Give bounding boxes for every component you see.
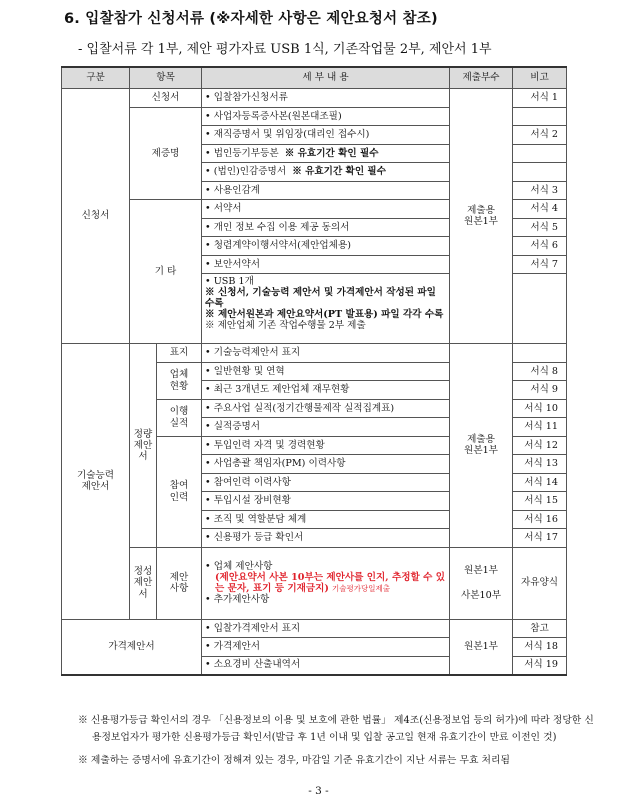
row-text: • 투입시설 장비현황 <box>202 492 450 511</box>
table-row <box>62 89 567 108</box>
usb-note: ※ 제안서원본과 제안요약서(PT 발표용) 파일 각각 수록 <box>205 309 444 321</box>
row-text: • 개인 정보 수집 이용 제공 동의서 <box>202 218 450 237</box>
item-company-status: 업체 현황 <box>157 362 202 399</box>
count-application: 제출용 원본1부 <box>450 89 513 344</box>
section-price: 가격제안서 <box>62 619 202 675</box>
footnotes <box>78 712 598 775</box>
count-copies: 사본10부 <box>461 590 502 601</box>
row-note: 서식 11 <box>513 418 567 437</box>
item-qualitative: 정성 제안 서 <box>130 547 157 619</box>
usb-note: ※ 제안업체 기존 작업수행물 2부 제출 <box>205 320 366 332</box>
row-text: • USB 1개 <box>205 276 254 287</box>
qualitative-cell <box>202 547 450 619</box>
header-detail: 세 부 내 용 <box>202 67 450 89</box>
row-note: 서식 15 <box>513 492 567 511</box>
row-text: • 주요사업 실적(정기간행물제작 실적집계표) <box>202 399 450 418</box>
row-text: • 사업자등록증사본(원본대조필) <box>202 107 450 126</box>
item-application-form: 신청서 <box>130 89 202 108</box>
red-warning <box>205 572 446 594</box>
table-row <box>62 547 567 619</box>
header-category: 구분 <box>62 67 130 89</box>
row-text: • 재직증명서 및 위임장(대리인 접수시) <box>202 126 450 145</box>
row-text: • 소요경비 산출내역서 <box>202 656 450 675</box>
row-note: 서식 18 <box>513 638 567 657</box>
item-cover: 표지 <box>157 344 202 363</box>
validity-note: ※ 유효기간 확인 필수 <box>292 166 386 178</box>
row-text: • 가격제안서 <box>202 638 450 657</box>
table-row <box>62 344 567 363</box>
row-text: • 투입인력 자격 및 경력현황 <box>202 436 450 455</box>
row-text: • 사업총괄 책임자(PM) 이력사항 <box>202 455 450 474</box>
free-form-note: 자유양식 <box>513 547 567 619</box>
row-note <box>513 163 567 182</box>
row-note: 서식 4 <box>513 200 567 219</box>
footnote: ※ 신용평가등급 확인서의 경우 「신용정보의 이용 및 보호에 관한 법률」 제4조(신용정보업 등의 허가)에 따라 정당한 신용정보업자가 평가한 신용평가등급 확인서(발급 후 1년 이내 및 입찰 공고일 현재 유효기간이 만료 이전인 것) <box>78 715 594 743</box>
footnote: ※ 제출하는 증명서에 유효기간이 정해져 있는 경우, 마감일 기준 유효기간이 지난 서류는 무효 처리됨 <box>78 755 510 766</box>
usb-cell <box>202 274 450 344</box>
section-heading: 6. 입찰참가 신청서류 (※자세한 사항은 제안요청서 참조) <box>64 11 438 27</box>
item-proposal: 제안 사항 <box>157 547 202 619</box>
count-price: 원본1부 <box>450 619 513 675</box>
count-technical: 제출용 원본1부 <box>450 344 513 548</box>
row-text-with-extra <box>202 163 450 182</box>
header-count: 제출부수 <box>450 67 513 89</box>
row-text: • 참여인력 이력사항 <box>202 473 450 492</box>
row-text: • 일반현황 및 연혁 <box>202 362 450 381</box>
subheading: - 입찰서류 각 1부, 제안 평가자료 USB 1식, 기존작업물 2부, 제안서 1부 <box>78 42 492 57</box>
row-note <box>513 144 567 163</box>
page-number: - 3 - <box>308 785 329 797</box>
row-note: 서식 10 <box>513 399 567 418</box>
row-text: • 서약서 <box>202 200 450 219</box>
documents-table <box>61 66 567 676</box>
row-text: • 사용인감계 <box>202 181 450 200</box>
row-text: • 입찰가격제안서 표지 <box>202 619 450 638</box>
count-qualitative <box>450 547 513 619</box>
row-text: • (법인)인감증명서 <box>205 166 287 178</box>
header-item: 항목 <box>130 67 202 89</box>
row-note: 서식 12 <box>513 436 567 455</box>
row-note <box>513 344 567 363</box>
row-text: • 실적증명서 <box>202 418 450 437</box>
row-text: • 법인등기부등본 <box>205 147 279 159</box>
row-note: 서식 2 <box>513 126 567 145</box>
row-note: 서식 14 <box>513 473 567 492</box>
usb-note: ※ 신청서, 기술능력 제안서 및 가격제안서 작성된 파일 수록 <box>205 287 436 310</box>
item-performance: 이행 실적 <box>157 399 202 436</box>
header-remark: 비고 <box>513 67 567 89</box>
item-certificates: 제증명 <box>130 107 202 200</box>
row-note: 서식 7 <box>513 255 567 274</box>
count-original: 원본1부 <box>464 564 498 576</box>
row-text-with-extra <box>202 144 450 163</box>
row-note: 서식 6 <box>513 237 567 256</box>
red-warning-small: 기술평가당일제출 <box>332 584 390 593</box>
row-text: • 추가제안사항 <box>205 594 270 606</box>
row-note: 참고 <box>513 619 567 638</box>
section-technical: 기술능력 제안서 <box>62 344 130 620</box>
row-note <box>513 107 567 126</box>
validity-note: ※ 유효기간 확인 필수 <box>284 147 379 159</box>
row-text: • 청렴계약이행서약서(제안업체용) <box>202 237 450 256</box>
row-note: 서식 1 <box>513 89 567 108</box>
row-note: 서식 8 <box>513 362 567 381</box>
row-text: • 입찰참가신청서류 <box>202 89 450 108</box>
row-text: • 신용평가 등급 확인서 <box>202 529 450 548</box>
row-text: • 업체 제안사항 <box>205 560 273 572</box>
row-note: 서식 13 <box>513 455 567 474</box>
row-note: 서식 16 <box>513 510 567 529</box>
item-others: 기 타 <box>130 200 202 344</box>
row-note <box>513 274 567 344</box>
row-text: • 최근 3개년도 제안업체 재무현황 <box>202 381 450 400</box>
red-warning-text: (제안요약서 사본 10부는 제안사를 인지, 추정할 수 있는 문자, 표기 등 기재금지) <box>215 571 445 594</box>
row-note: 서식 3 <box>513 181 567 200</box>
item-quantitative: 정량 제안 서 <box>130 344 157 548</box>
section-application: 신청서 <box>62 89 130 344</box>
row-note: 서식 9 <box>513 381 567 400</box>
row-note: 서식 17 <box>513 529 567 548</box>
row-text: • 조직 및 역할분담 체계 <box>202 510 450 529</box>
row-text: • 보안서약서 <box>202 255 450 274</box>
row-note: 서식 5 <box>513 218 567 237</box>
table-header-row <box>62 67 567 89</box>
row-note: 서식 19 <box>513 656 567 675</box>
table-row <box>62 619 567 638</box>
row-text: • 기술능력제안서 표지 <box>202 344 450 363</box>
item-personnel: 참여 인력 <box>157 436 202 547</box>
